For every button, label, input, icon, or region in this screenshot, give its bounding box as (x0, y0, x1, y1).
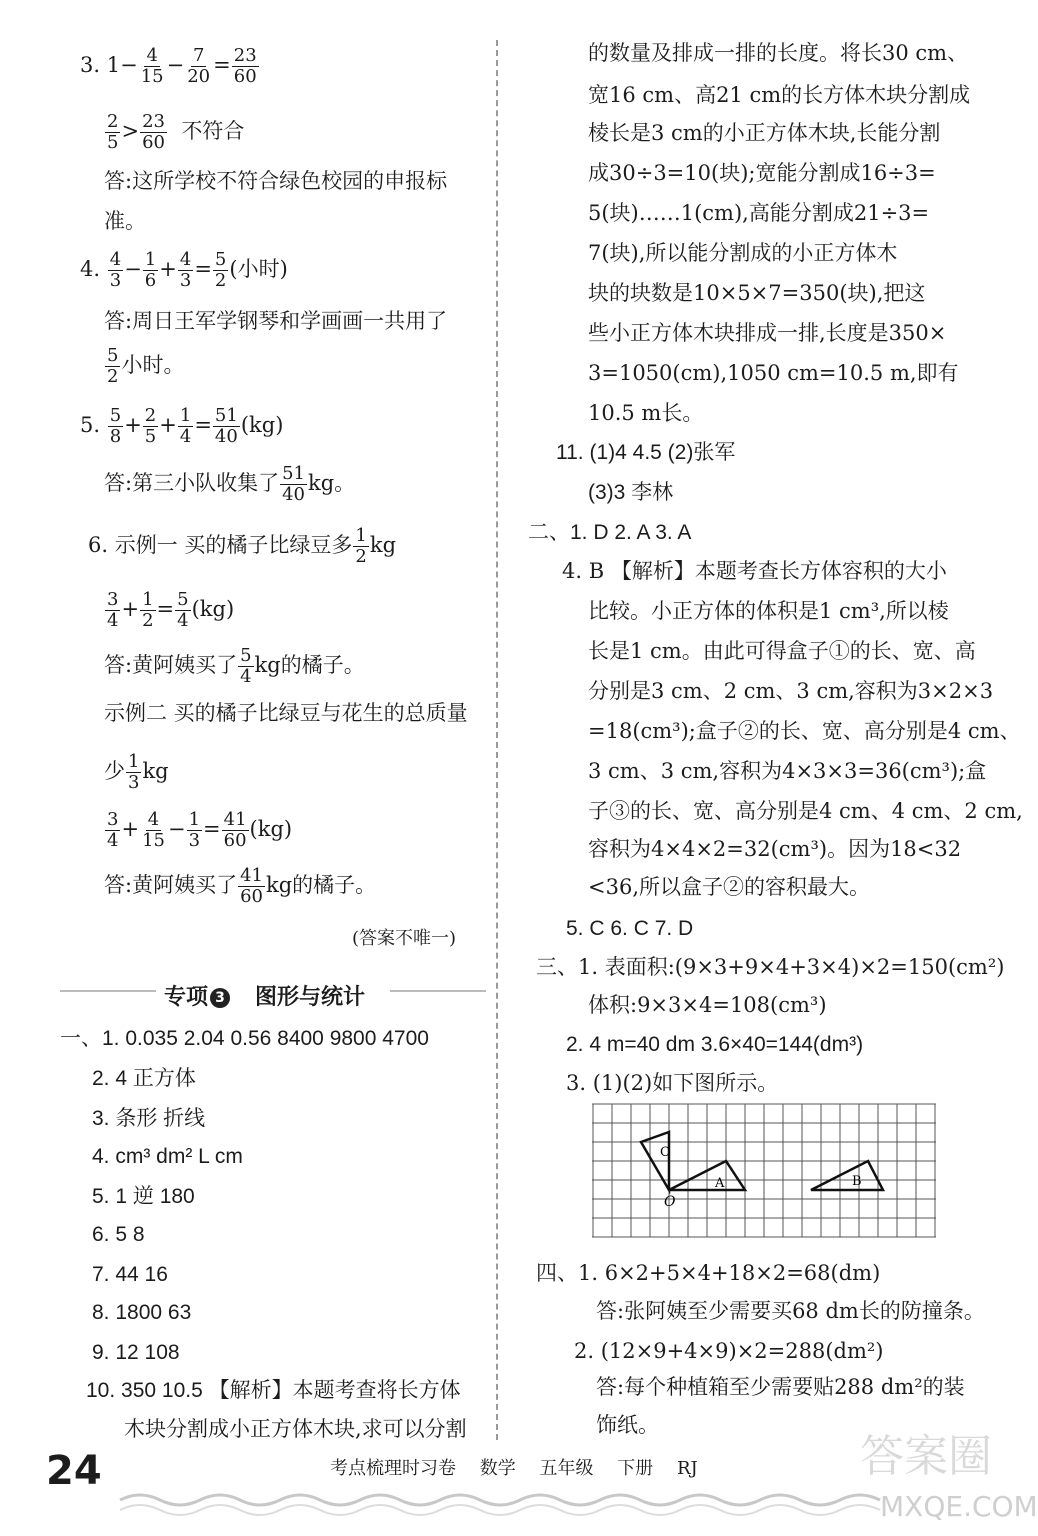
q6-example2-line1: 示例二 买的橘子比绿豆与花生的总质量 (104, 701, 468, 725)
r-line7: 块的块数是10×5×7=350(块),把这 (588, 281, 926, 305)
q6-answer1: 答:黄阿姨买了 $\frac{5}{4}$ kg的橘子。 (104, 645, 365, 687)
r-item4-line5: =18(cm³);盒子②的长、宽、高分别是4 cm、 (588, 719, 1021, 743)
r-part3-item3: 3. (1)(2)如下图所示。 (566, 1071, 779, 1095)
r-part4-item1: 四、1. 6×2+5×4+18×2=68(dm) (536, 1261, 881, 1285)
q6-equation1: $\frac{3}{4}$ + $\frac{1}{2}$ = $\frac{5}{4}$ (kg) (107, 589, 235, 631)
s1-item5: 5. 1 逆 180 (92, 1185, 195, 1208)
r-line6: 7(块),所以能分割成的小正方体木 (588, 241, 898, 265)
page-number: 24 (46, 1448, 102, 1494)
q3-answer-line1: 答:这所学校不符合绿色校园的申报标 (104, 169, 448, 193)
r-part3-item1-line2: 体积:9×3×4=108(cm³) (588, 993, 827, 1017)
s1-item8: 8. 1800 63 (92, 1301, 192, 1324)
r-item4-line2: 比较。小正方体的体积是1 cm³,所以棱 (588, 599, 949, 623)
r-item4-line6: 3 cm、3 cm,容积为4×3×3=36(cm³);盒 (588, 759, 987, 783)
s1-item10-line1: 10. 350 10.5 【解析】本题考查将长方体 (86, 1379, 461, 1402)
footer-book-info (330, 1454, 716, 1480)
r-item4-line3: 长是1 cm。由此可得盒子①的长、宽、高 (588, 639, 976, 663)
r-line3: 棱长是3 cm的小正方体木块,长能分割 (588, 121, 941, 145)
r-line8: 些小正方体木块排成一排,长度是350× (588, 321, 947, 345)
label-c: C (660, 1145, 670, 1160)
section-number-badge: 3 (210, 988, 230, 1008)
q4-answer-line2: $\frac{5}{2}$ 小时。 (107, 345, 185, 387)
s1-item10-line2: 木块分割成小正方体木块,求可以分割 (124, 1417, 467, 1441)
section-title: 专项 3 图形与统计 (164, 985, 366, 1010)
r-item4-line8: 容积为4×4×2=32(cm³)。因为18<32 (588, 837, 962, 861)
q4-answer-line1: 答:周日王军学钢琴和学画画一共用了 (104, 309, 448, 333)
s1-item6: 6. 5 8 (92, 1223, 145, 1246)
q6-example2-line2: 少 $\frac{1}{3}$ kg (104, 751, 169, 793)
r-item4-line1: 4. B 【解析】本题考查长方体容积的大小 (562, 559, 947, 583)
r-line2: 宽16 cm、高21 cm的长方体木块分割成 (588, 83, 971, 107)
r-item4-line9: <36,所以盒子②的容积最大。 (588, 875, 870, 899)
q5-equation: 5. $\frac{5}{8}$ + $\frac{2}{5}$ + $\frac{1}{4}$ = $\frac{51}{40}$ (kg) (80, 405, 284, 447)
r-part4-item2-answer-line2: 饰纸。 (596, 1413, 659, 1437)
volume: 下册 (617, 1458, 654, 1479)
s1-item4: 4. cm³ dm² L cm (92, 1145, 243, 1168)
r-part2-items: 二、1. D 2. A 3. A (528, 521, 692, 544)
q3-compare: $\frac{2}{5}$ > $\frac{23}{60}$ 不符合 (107, 111, 245, 153)
r-line4: 成30÷3=10(块);宽能分割成16÷3= (588, 161, 936, 185)
section-rule-right (390, 990, 486, 992)
s1-item3: 3. 条形 折线 (92, 1107, 206, 1130)
r-line10: 10.5 m长。 (588, 401, 704, 425)
section-rule-left (60, 990, 156, 992)
q3-answer-line2: 准。 (104, 209, 146, 233)
triangle-b (811, 1161, 883, 1190)
edition: RJ (676, 1458, 698, 1479)
r-part4-item2: 2. (12×9+4×9)×2=288(dm²) (574, 1339, 884, 1363)
column-divider (496, 40, 498, 1440)
r-item11-a: 11. (1)4 4.5 (2)张军 (556, 441, 736, 464)
footer-wave-decoration (120, 1490, 1000, 1520)
r-part3-item2: 2. 4 m=40 dm 3.6×40=144(dm³) (566, 1033, 864, 1056)
subject: 数学 (479, 1458, 516, 1479)
r-items5-7: 5. C 6. C 7. D (566, 917, 694, 940)
r-part4-item1-answer: 答:张阿姨至少需要买68 dm长的防撞条。 (596, 1299, 985, 1323)
s1-item7: 7. 44 16 (92, 1263, 168, 1286)
r-line1: 的数量及排成一排的长度。将长30 cm、 (588, 41, 969, 65)
r-item4-line7: 子③的长、宽、高分别是4 cm、4 cm、2 cm, (588, 799, 1023, 823)
r-item11-b: (3)3 李林 (588, 481, 674, 504)
s1-item2: 2. 4 正方体 (92, 1067, 196, 1090)
s1-item9: 9. 12 108 (92, 1341, 180, 1364)
r-item4-line4: 分别是3 cm、2 cm、3 cm,容积为3×2×3 (588, 679, 994, 703)
q6-equation2: $\frac{3}{4}$ + $\frac{4}{15}$ − $\frac{1}{3}$ = $\frac{41}{60}$ (kg) (107, 809, 293, 851)
r-part4-item2-answer-line1: 答:每个种植箱至少需要贴288 dm²的装 (596, 1375, 965, 1399)
label-o: O (664, 1194, 676, 1210)
r-line5: 5(块)……1(cm),高能分割成21÷3= (588, 201, 930, 225)
q6-answer2: 答:黄阿姨买了 $\frac{41}{60}$ kg的橘子。 (104, 865, 377, 907)
r-part3-item1-line1: 三、1. 表面积:(9×3+9×4+3×4)×2=150(cm²) (536, 955, 1005, 979)
grade: 五年级 (539, 1458, 594, 1479)
q4-equation: 4. $\frac{4}{3}$ − $\frac{1}{6}$ + $\frac{4}{3}$ = $\frac{5}{2}$ (小时) (80, 249, 288, 291)
label-b: B (852, 1174, 862, 1189)
book-title: 考点梳理时习卷 (330, 1458, 456, 1479)
grid-figure (592, 1104, 938, 1240)
q5-answer: 答:第三小队收集了 $\frac{51}{40}$ kg。 (104, 463, 356, 505)
watermark-seal: 答案圈 (860, 1431, 992, 1482)
watermark-text: MXQE.COM (880, 1490, 1038, 1523)
label-a: A (715, 1176, 725, 1191)
q6-example1: 6. 示例一 买的橘子比绿豆多 $\frac{1}{2}$ kg (88, 525, 397, 567)
r-line9: 3=1050(cm),1050 cm=10.5 m,即有 (588, 361, 959, 385)
q3-equation: 3. 1− $\frac{4}{15}$ − $\frac{7}{20}$ = $\frac{23}{60}$ (80, 45, 257, 87)
s1-item1: 一、1. 0.035 2.04 0.56 8400 9800 4700 (60, 1027, 429, 1050)
answer-not-unique-note: (答案不唯一) (352, 928, 457, 949)
